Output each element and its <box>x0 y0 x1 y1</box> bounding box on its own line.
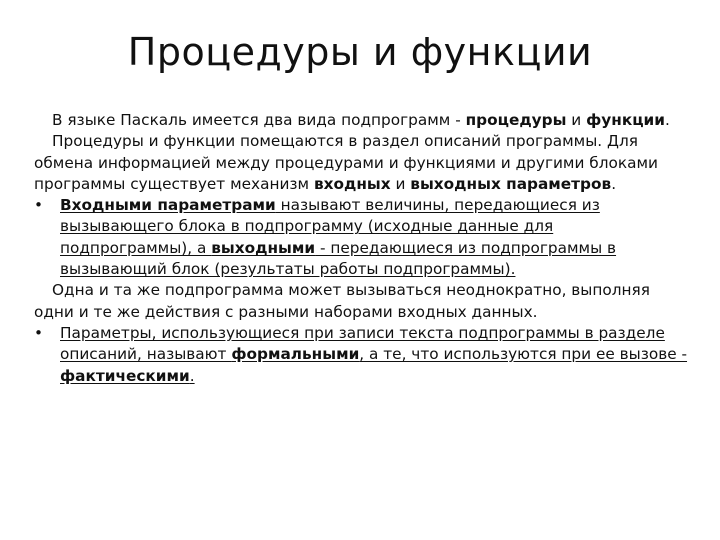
paragraph-subprogram-types <box>34 110 688 131</box>
bullet-text <box>60 324 687 385</box>
paragraph-reuse: Одна и та же подпрограмма может вызываться неоднократно, выполняя одни и те же действия с разными наборами входных данных. <box>34 281 650 321</box>
term-input: входных <box>313 174 391 193</box>
bullet-input-output-parameters <box>34 195 688 280</box>
paragraph-parameters-mechanism <box>34 131 688 195</box>
text: Процедуры и функции помещаются в раздел описаний программы. Для обмена информацией между процедурами и функциями и другими блоками программы существует механизм <box>34 132 658 193</box>
text: называют величины, передающиеся из вызывающего блока в подпрограмму (исходные данные для подпрограммы), а <box>60 196 600 257</box>
term-input-parameters: Входными параметрами <box>60 196 276 215</box>
term-formal: формальными <box>231 345 360 364</box>
term-output-parameters: выходных параметров <box>410 174 612 193</box>
text: Параметры, использующиеся при записи текста подпрограммы в разделе описаний, называют <box>60 323 665 364</box>
slide-title: Процедуры и функции <box>127 30 593 74</box>
term-actual: фактическими <box>60 366 190 385</box>
text: - передающиеся из подпрограммы в вызывающий блок (результаты работы подпрограммы). <box>60 238 617 279</box>
bullet-marker: • <box>34 196 44 215</box>
term-functions: функции <box>586 111 665 129</box>
bullet-formal-actual-parameters <box>34 323 688 387</box>
text: В языке Паскаль имеется два вида подпрограмм - <box>52 111 466 129</box>
text: . <box>611 174 617 193</box>
text: . <box>189 366 195 385</box>
text: и <box>390 174 411 193</box>
term-procedures: процедуры <box>465 111 567 129</box>
bullet-marker: • <box>34 323 44 342</box>
text: . <box>664 111 670 129</box>
text: , а те, что используются при ее вызове - <box>359 345 688 364</box>
slide-body <box>34 110 688 387</box>
bullet-text <box>60 196 616 278</box>
term-output: выходными <box>211 238 316 257</box>
text: и <box>566 111 587 129</box>
